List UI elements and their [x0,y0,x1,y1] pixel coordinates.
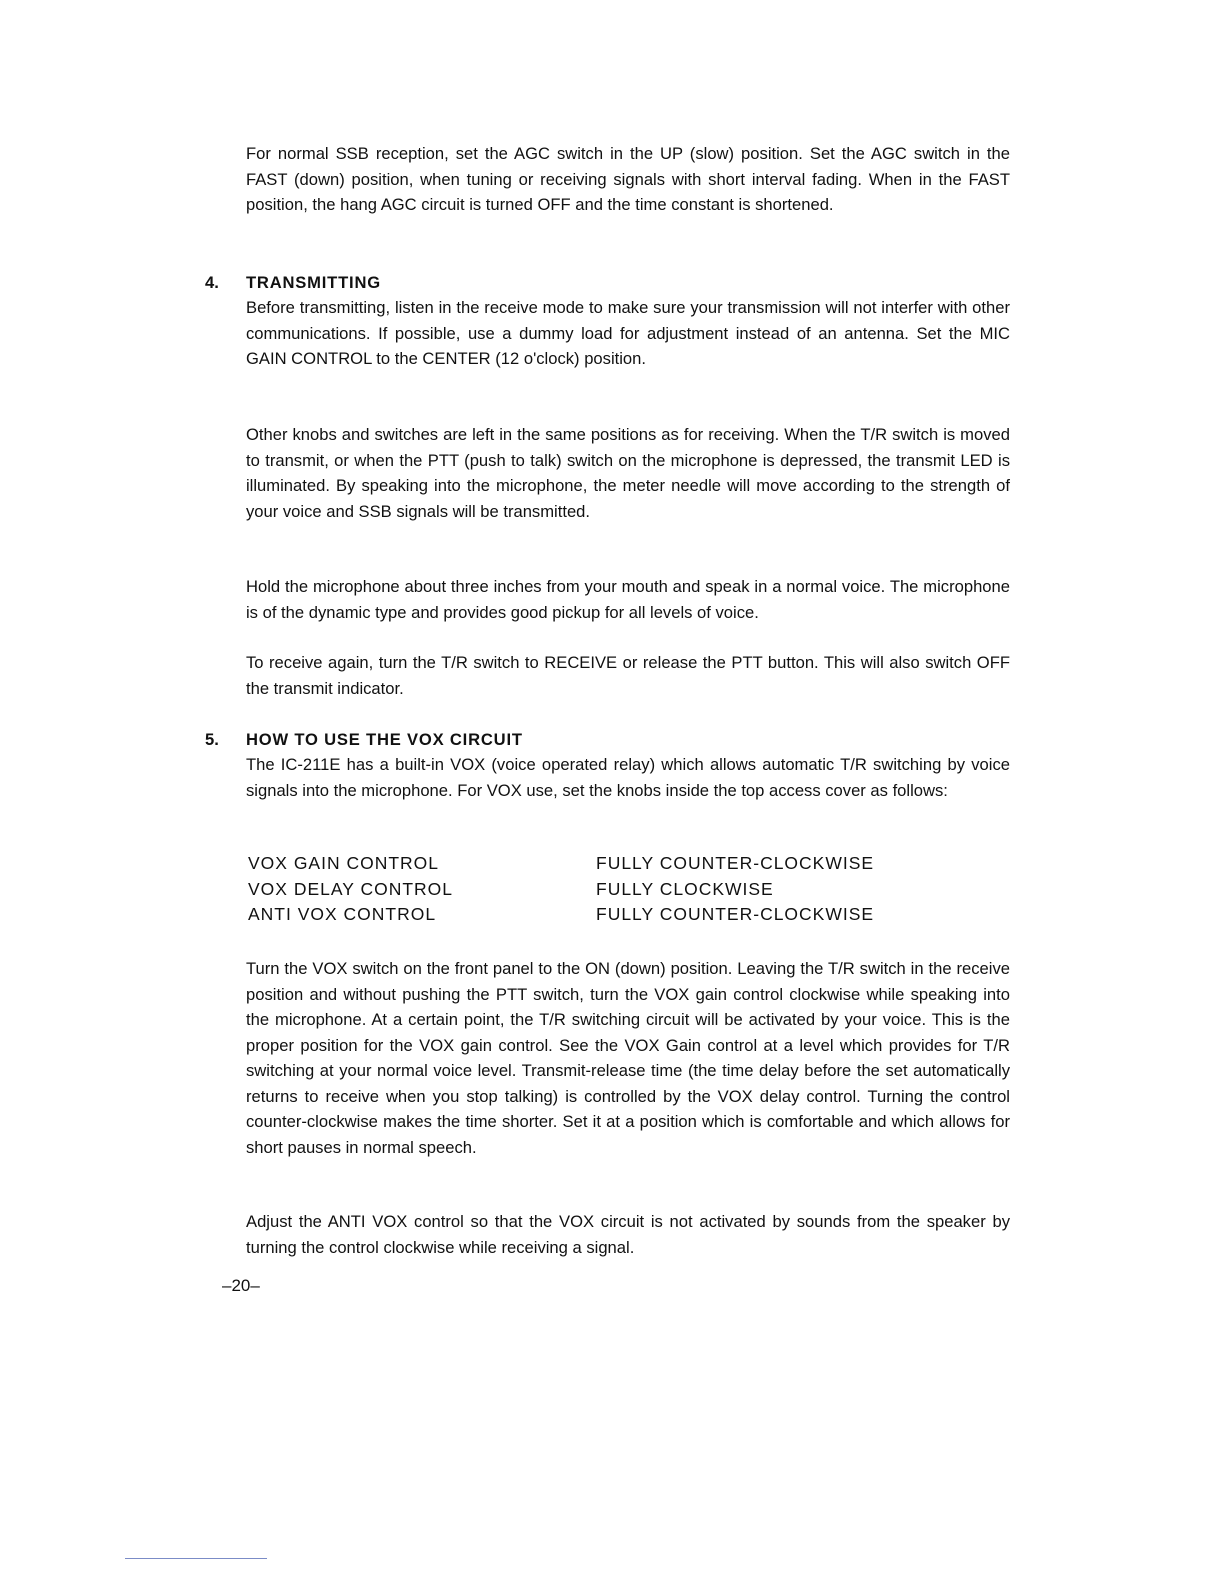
control-position: FULLY COUNTER-CLOCKWISE [596,904,875,925]
transmit-paragraph-1: Before transmitting, listen in the receive mode to make sure your transmission will not interfer with other communications. If possible, use a dummy load for adjustment instead of an antenna. Set the MIC GAIN CONTROL to the CENTER (12 o'clock) position. [246,298,1010,368]
agc-paragraph: For normal SSB reception, set the AGC switch in the UP (slow) position. Set the AGC switch in the FAST (down) position, when tuning or receiving signals with short interval fading. When in the FAST position, the hang AGC circuit is turned OFF and the time constant is shortened. [246,144,1010,214]
control-name: VOX DELAY CONTROL [248,878,454,899]
section-4-number: 4. [205,273,219,292]
control-position: FULLY COUNTER-CLOCKWISE [596,853,875,873]
transmit-paragraph-3: Hold the microphone about three inches from your mouth and speak in a normal voice. The microphone is of the dynamic type and provides good pickup for all levels of voice. [246,577,1010,622]
section-5-number: 5. [205,730,219,749]
section-4-heading: TRANSMITTING [246,273,381,292]
vox-settings-table [248,851,874,928]
settings-row [248,877,874,903]
settings-row [248,851,874,877]
transmit-paragraph-4: To receive again, turn the T/R switch to RECEIVE or release the PTT button. This will also switch OFF the transmit indicator. [246,653,1010,698]
vox-intro-paragraph: The IC-211E has a built-in VOX (voice operated relay) which allows automatic T/R switching by voice signals into the microphone. For VOX use, set the knobs inside the top access cover as follows: [246,755,1010,800]
transmit-paragraph-2: Other knobs and switches are left in the same positions as for receiving. When the T/R switch is moved to transmit, or when the PTT (push to talk) switch on the microphone is depressed, the transmit LED is illuminated. By speaking into the microphone, the meter needle will move according to the strength of your voice and SSB signals will be transmitted. [246,425,1010,521]
control-name: ANTI VOX CONTROL [248,904,437,925]
section-5-heading: HOW TO USE THE VOX CIRCUIT [246,730,523,749]
control-name: VOX GAIN CONTROL [248,853,440,873]
divider-line [125,1558,267,1559]
vox-paragraph-2: Adjust the ANTI VOX control so that the VOX circuit is not activated by sounds from the speaker by turning the control clockwise while receiving a signal. [246,1212,1010,1257]
vox-paragraph-1: Turn the VOX switch on the front panel to the ON (down) position. Leaving the T/R switch in the receive position and without pushing the PTT switch, turn the VOX gain control clockwise while speaking into the microphone. At a certain point, the T/R switching circuit will be activated by your voice. This is the proper position for the VOX gain control. See the VOX Gain control at a level which provides for T/R switching at your normal voice level. Transmit-release time (the time delay before the set automatically returns to receive when you stop talking) is controlled by the VOX delay control. Turning the control counter-clockwise makes the time shorter. Set it at a position which is comfortable and which allows for short pauses in normal speech. [246,959,1010,1157]
settings-row [248,902,874,928]
page-number: –20– [222,1276,260,1295]
control-position: FULLY CLOCKWISE [596,878,774,899]
